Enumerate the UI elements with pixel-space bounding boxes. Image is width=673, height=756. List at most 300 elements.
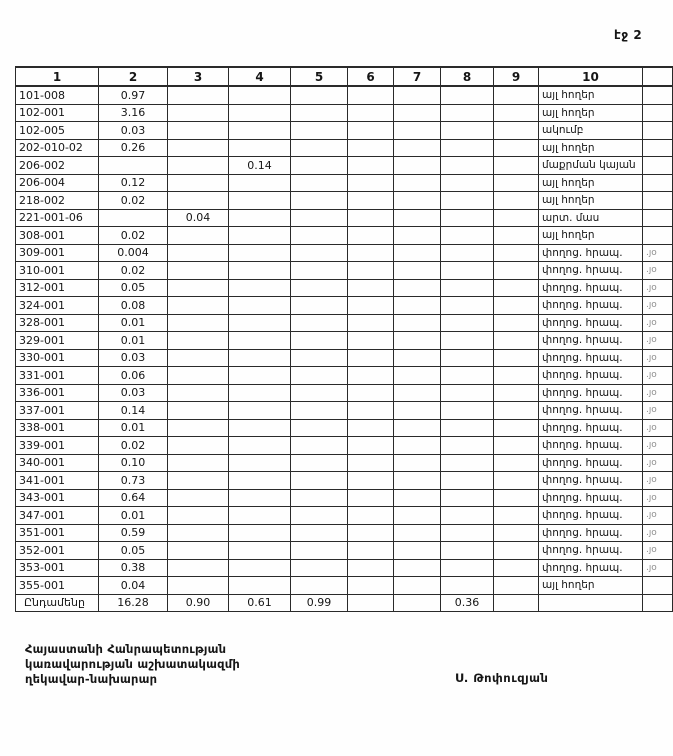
table-row — [16, 139, 673, 157]
table-row — [16, 244, 673, 262]
category-cell: այլ հողեր — [539, 577, 643, 595]
parcel-code: 324-001 — [16, 297, 99, 315]
value-cell: 3.16 — [99, 104, 168, 122]
value-cell — [394, 104, 441, 122]
value-cell — [441, 472, 494, 490]
value-cell — [291, 524, 348, 542]
parcel-code: 309-001 — [16, 244, 99, 262]
value-cell — [168, 192, 229, 210]
value-cell — [394, 384, 441, 402]
value-cell — [291, 507, 348, 525]
table-row — [16, 437, 673, 455]
value-cell — [494, 192, 539, 210]
value-cell — [494, 122, 539, 140]
value-cell — [291, 297, 348, 315]
value-cell — [348, 542, 394, 560]
issuer-line: կառավարության աշխատակազմի — [25, 657, 240, 671]
value-cell — [441, 174, 494, 192]
value-cell — [168, 524, 229, 542]
value-cell — [394, 367, 441, 385]
category-cell: փողոց. հրապ. — [539, 507, 643, 525]
value-cell — [394, 332, 441, 350]
value-cell — [494, 157, 539, 175]
value-cell — [229, 262, 291, 280]
margin-mark: .յօ — [643, 559, 673, 577]
value-cell: 0.14 — [99, 402, 168, 420]
value-cell — [99, 209, 168, 227]
value-cell — [494, 297, 539, 315]
value-cell — [291, 262, 348, 280]
table-row — [16, 507, 673, 525]
value-cell: 0.26 — [99, 139, 168, 157]
value-cell: 0.02 — [99, 437, 168, 455]
value-cell — [348, 419, 394, 437]
parcel-code: 206-002 — [16, 157, 99, 175]
margin-mark — [643, 122, 673, 140]
margin-mark — [643, 594, 673, 612]
value-cell — [441, 384, 494, 402]
column-header: 7 — [394, 67, 441, 86]
margin-mark — [643, 209, 673, 227]
table-row — [16, 454, 673, 472]
value-cell — [348, 174, 394, 192]
value-cell — [494, 419, 539, 437]
value-cell — [494, 594, 539, 612]
parcel-code: 102-005 — [16, 122, 99, 140]
value-cell — [348, 559, 394, 577]
value-cell — [229, 86, 291, 104]
category-cell: այլ հողեր — [539, 104, 643, 122]
value-cell — [394, 174, 441, 192]
margin-mark — [643, 86, 673, 104]
value-cell — [394, 472, 441, 490]
value-cell — [348, 437, 394, 455]
value-cell — [494, 209, 539, 227]
table-row — [16, 192, 673, 210]
category-cell — [539, 594, 643, 612]
value-cell — [291, 86, 348, 104]
value-cell — [229, 489, 291, 507]
parcel-code: 351-001 — [16, 524, 99, 542]
value-cell — [494, 86, 539, 104]
value-cell — [494, 437, 539, 455]
value-cell — [394, 122, 441, 140]
parcel-code: 338-001 — [16, 419, 99, 437]
value-cell — [291, 244, 348, 262]
parcel-code: 336-001 — [16, 384, 99, 402]
value-cell — [348, 122, 394, 140]
value-cell — [168, 402, 229, 420]
issuer-line: Հայաստանի Հանրապետության — [25, 642, 227, 656]
value-cell — [291, 314, 348, 332]
value-cell: 0.02 — [99, 262, 168, 280]
value-cell — [394, 402, 441, 420]
value-cell — [494, 332, 539, 350]
value-cell — [441, 507, 494, 525]
margin-mark: .յօ — [643, 244, 673, 262]
value-cell — [168, 542, 229, 560]
value-cell — [441, 227, 494, 245]
category-cell: փողոց. հրապ. — [539, 419, 643, 437]
parcel-code: 340-001 — [16, 454, 99, 472]
value-cell — [441, 122, 494, 140]
parcel-code: 347-001 — [16, 507, 99, 525]
value-cell — [291, 192, 348, 210]
value-cell — [168, 122, 229, 140]
table-row — [16, 472, 673, 490]
value-cell — [291, 157, 348, 175]
value-cell — [441, 297, 494, 315]
value-cell: 0.01 — [99, 507, 168, 525]
value-cell — [291, 209, 348, 227]
value-cell — [494, 279, 539, 297]
category-cell: այլ հողեր — [539, 174, 643, 192]
category-cell: արտ. մաս — [539, 209, 643, 227]
parcel-code: 102-001 — [16, 104, 99, 122]
value-cell — [168, 507, 229, 525]
value-cell — [229, 192, 291, 210]
category-cell: փողոց. հրապ. — [539, 472, 643, 490]
margin-mark: .յօ — [643, 367, 673, 385]
column-header: 1 — [16, 67, 99, 86]
value-cell: 0.04 — [99, 577, 168, 595]
value-cell — [291, 402, 348, 420]
value-cell — [168, 262, 229, 280]
margin-mark — [643, 139, 673, 157]
value-cell — [348, 104, 394, 122]
value-cell — [291, 542, 348, 560]
value-cell — [394, 86, 441, 104]
value-cell — [229, 559, 291, 577]
value-cell — [394, 279, 441, 297]
value-cell — [229, 227, 291, 245]
value-cell — [348, 314, 394, 332]
table-row — [16, 314, 673, 332]
margin-mark: .յօ — [643, 419, 673, 437]
margin-mark — [643, 104, 673, 122]
margin-mark: .յօ — [643, 507, 673, 525]
value-cell: 0.08 — [99, 297, 168, 315]
parcel-code: 343-001 — [16, 489, 99, 507]
category-cell: փողոց. հրապ. — [539, 559, 643, 577]
value-cell — [168, 104, 229, 122]
parcel-code: 221-001-06 — [16, 209, 99, 227]
category-cell: այլ հողեր — [539, 139, 643, 157]
value-cell — [494, 559, 539, 577]
value-cell: 0.14 — [229, 157, 291, 175]
value-cell — [494, 524, 539, 542]
value-cell — [168, 367, 229, 385]
value-cell — [291, 437, 348, 455]
value-cell — [348, 332, 394, 350]
value-cell — [441, 559, 494, 577]
value-cell — [441, 192, 494, 210]
parcel-code: 312-001 — [16, 279, 99, 297]
margin-mark: .յօ — [643, 524, 673, 542]
parcel-code: 341-001 — [16, 472, 99, 490]
column-header: 10 — [539, 67, 643, 86]
value-cell — [394, 139, 441, 157]
value-cell — [291, 367, 348, 385]
category-cell: այլ հողեր — [539, 192, 643, 210]
value-cell — [348, 507, 394, 525]
value-cell — [291, 104, 348, 122]
value-cell — [291, 559, 348, 577]
category-cell: փողոց. հրապ. — [539, 349, 643, 367]
value-cell — [229, 297, 291, 315]
value-cell — [229, 402, 291, 420]
parcel-code: 101-008 — [16, 86, 99, 104]
value-cell: 0.004 — [99, 244, 168, 262]
total-row — [16, 594, 673, 612]
value-cell — [291, 472, 348, 490]
table-row — [16, 157, 673, 175]
value-cell — [348, 192, 394, 210]
margin-mark: .յօ — [643, 489, 673, 507]
value-cell — [348, 349, 394, 367]
value-cell: 0.99 — [291, 594, 348, 612]
margin-mark — [643, 174, 673, 192]
value-cell — [441, 577, 494, 595]
value-cell: 0.36 — [441, 594, 494, 612]
value-cell — [229, 104, 291, 122]
margin-mark — [643, 577, 673, 595]
value-cell — [168, 227, 229, 245]
value-cell — [441, 279, 494, 297]
value-cell — [494, 314, 539, 332]
margin-mark: .յօ — [643, 297, 673, 315]
value-cell — [348, 367, 394, 385]
value-cell — [229, 419, 291, 437]
value-cell — [494, 507, 539, 525]
value-cell — [494, 489, 539, 507]
value-cell — [494, 367, 539, 385]
value-cell — [168, 279, 229, 297]
table-row — [16, 419, 673, 437]
value-cell — [441, 209, 494, 227]
value-cell: 0.06 — [99, 367, 168, 385]
value-cell — [229, 209, 291, 227]
value-cell — [229, 122, 291, 140]
category-cell: փողոց. հրապ. — [539, 332, 643, 350]
value-cell: 0.61 — [229, 594, 291, 612]
value-cell — [168, 384, 229, 402]
value-cell — [441, 314, 494, 332]
value-cell — [229, 244, 291, 262]
table-row — [16, 524, 673, 542]
value-cell — [348, 209, 394, 227]
parcel-code: 331-001 — [16, 367, 99, 385]
value-cell — [441, 542, 494, 560]
value-cell — [394, 524, 441, 542]
header-row — [16, 67, 673, 86]
category-cell: ակումբ — [539, 122, 643, 140]
value-cell — [494, 454, 539, 472]
value-cell — [441, 332, 494, 350]
table-row — [16, 489, 673, 507]
value-cell — [494, 104, 539, 122]
value-cell — [229, 174, 291, 192]
margin-mark: .յօ — [643, 349, 673, 367]
value-cell — [494, 244, 539, 262]
column-header: 6 — [348, 67, 394, 86]
value-cell — [168, 472, 229, 490]
value-cell — [291, 419, 348, 437]
value-cell — [291, 577, 348, 595]
value-cell — [291, 454, 348, 472]
category-cell: փողոց. հրապ. — [539, 314, 643, 332]
parcel-code: 310-001 — [16, 262, 99, 280]
value-cell — [348, 594, 394, 612]
value-cell — [229, 454, 291, 472]
value-cell — [291, 279, 348, 297]
margin-mark: .յօ — [643, 314, 673, 332]
value-cell — [494, 227, 539, 245]
category-cell: մաքրման կայան — [539, 157, 643, 175]
margin-mark — [643, 157, 673, 175]
value-cell — [168, 419, 229, 437]
value-cell — [229, 437, 291, 455]
value-cell — [168, 297, 229, 315]
category-cell: փողոց. հրապ. — [539, 524, 643, 542]
value-cell: 0.03 — [99, 122, 168, 140]
value-cell: 0.97 — [99, 86, 168, 104]
margin-mark: .յօ — [643, 332, 673, 350]
table-row — [16, 86, 673, 104]
category-cell: փողոց. հրապ. — [539, 489, 643, 507]
value-cell — [291, 332, 348, 350]
value-cell: 0.03 — [99, 349, 168, 367]
category-cell: փողոց. հրապ. — [539, 279, 643, 297]
value-cell — [394, 542, 441, 560]
value-cell — [291, 349, 348, 367]
table-row — [16, 332, 673, 350]
table-row — [16, 279, 673, 297]
parcel-code: 355-001 — [16, 577, 99, 595]
margin-mark: .յօ — [643, 384, 673, 402]
value-cell — [229, 367, 291, 385]
value-cell: 0.03 — [99, 384, 168, 402]
value-cell — [348, 577, 394, 595]
value-cell — [441, 104, 494, 122]
table-body — [16, 86, 673, 594]
value-cell: 0.38 — [99, 559, 168, 577]
value-cell — [494, 402, 539, 420]
value-cell — [494, 139, 539, 157]
value-cell — [229, 332, 291, 350]
value-cell — [494, 384, 539, 402]
value-cell: 0.05 — [99, 542, 168, 560]
value-cell — [229, 542, 291, 560]
category-cell: այլ հողեր — [539, 86, 643, 104]
value-cell — [441, 86, 494, 104]
issuer-line: ղեկավար-նախարար — [25, 672, 158, 686]
value-cell: 0.90 — [168, 594, 229, 612]
value-cell — [229, 314, 291, 332]
value-cell — [291, 139, 348, 157]
value-cell — [168, 139, 229, 157]
column-header: 5 — [291, 67, 348, 86]
column-header: 2 — [99, 67, 168, 86]
value-cell — [291, 384, 348, 402]
parcel-code: 202-010-02 — [16, 139, 99, 157]
table-row — [16, 367, 673, 385]
value-cell — [441, 454, 494, 472]
category-cell: փողոց. հրապ. — [539, 542, 643, 560]
value-cell — [291, 174, 348, 192]
value-cell — [348, 157, 394, 175]
value-cell — [348, 139, 394, 157]
table-row — [16, 384, 673, 402]
table-row — [16, 104, 673, 122]
table-row — [16, 402, 673, 420]
value-cell — [441, 489, 494, 507]
table-row — [16, 209, 673, 227]
value-cell — [441, 262, 494, 280]
value-cell — [229, 384, 291, 402]
value-cell: 0.05 — [99, 279, 168, 297]
parcel-code: 352-001 — [16, 542, 99, 560]
value-cell — [348, 454, 394, 472]
value-cell: 0.64 — [99, 489, 168, 507]
value-cell — [168, 332, 229, 350]
value-cell — [441, 349, 494, 367]
table-row — [16, 349, 673, 367]
value-cell — [348, 384, 394, 402]
category-cell: փողոց. հրապ. — [539, 244, 643, 262]
value-cell — [168, 559, 229, 577]
parcel-code: 206-004 — [16, 174, 99, 192]
value-cell — [229, 139, 291, 157]
value-cell: 0.01 — [99, 419, 168, 437]
category-cell: այլ հողեր — [539, 227, 643, 245]
value-cell — [441, 244, 494, 262]
value-cell: 0.01 — [99, 314, 168, 332]
column-header: 9 — [494, 67, 539, 86]
value-cell — [394, 437, 441, 455]
value-cell: 0.73 — [99, 472, 168, 490]
table-row — [16, 262, 673, 280]
table-row — [16, 174, 673, 192]
value-cell — [394, 209, 441, 227]
value-cell — [494, 577, 539, 595]
value-cell — [168, 454, 229, 472]
category-cell: փողոց. հրապ. — [539, 297, 643, 315]
parcel-code: 308-001 — [16, 227, 99, 245]
margin-mark: .յօ — [643, 437, 673, 455]
margin-mark: .յօ — [643, 454, 673, 472]
value-cell — [348, 472, 394, 490]
total-label: Ընդամենը — [16, 594, 99, 612]
value-cell — [99, 157, 168, 175]
category-cell: փողոց. հրապ. — [539, 402, 643, 420]
value-cell: 0.59 — [99, 524, 168, 542]
category-cell: փողոց. հրապ. — [539, 367, 643, 385]
column-header: 8 — [441, 67, 494, 86]
table-row — [16, 542, 673, 560]
margin-mark: .յօ — [643, 472, 673, 490]
value-cell — [229, 524, 291, 542]
value-cell — [291, 122, 348, 140]
parcel-code: 353-001 — [16, 559, 99, 577]
value-cell: 0.10 — [99, 454, 168, 472]
value-cell — [394, 314, 441, 332]
value-cell — [168, 244, 229, 262]
parcel-code: 218-002 — [16, 192, 99, 210]
value-cell — [348, 262, 394, 280]
value-cell — [394, 507, 441, 525]
category-cell: փողոց. հրապ. — [539, 262, 643, 280]
